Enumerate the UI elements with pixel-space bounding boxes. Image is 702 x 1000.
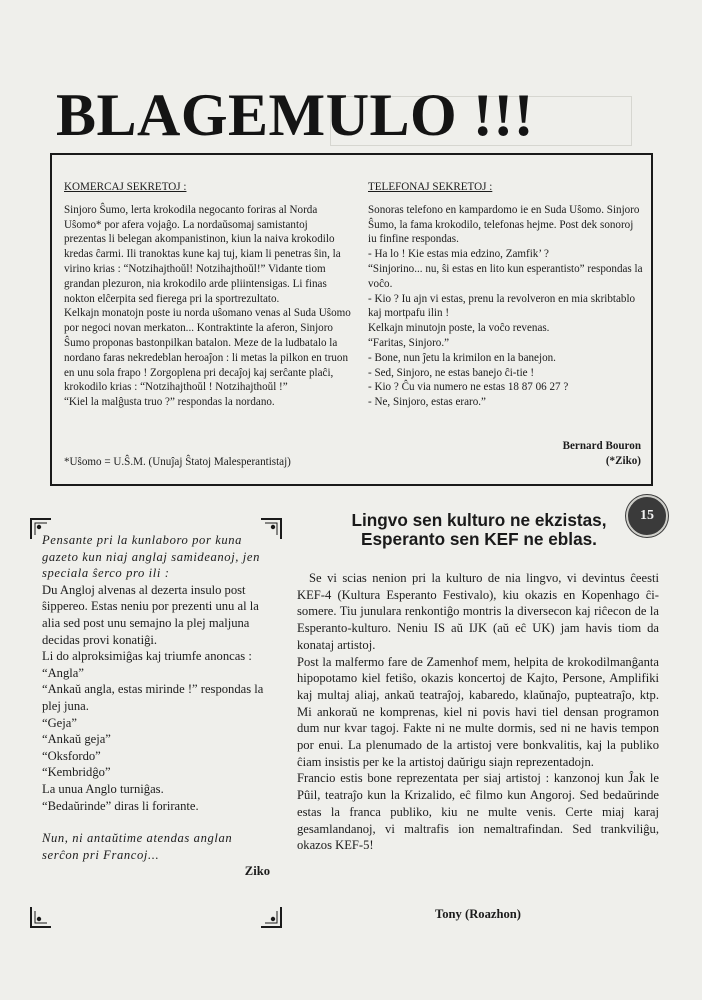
corner-ornament-icon	[260, 906, 282, 928]
telephone-secrets-heading: TELEFONAJ SEKRETOJ :	[368, 181, 493, 193]
dialogue-line: “Sinjorino... nu, ŝi estas en lito kun esperantisto” respondas la voĉo.	[368, 262, 643, 290]
joke-line: “Oksfordo”	[42, 748, 101, 763]
article-paragraph: Francio estis bone reprezentata per siaj artistoj : kanzonoj kun Ĵak le Pûil, teatraĵo kun la Krizalido, eĉ filmo kun Angoroj. Sed bedaŭrinde estas la franca publiko, kiu ne multe venis. Certe miaj karaj gesamlandanoj, vi maltrafis ion nemaltrafindan. Sed trankviliĝu, okazos KEF-5!	[297, 771, 659, 853]
dialogue-line: - Kio ? Iu ajn vi estas, prenu la revolveron en mia skribtablo kaj mortpafu ilin !	[368, 292, 636, 320]
joke-box	[34, 522, 276, 924]
joke-line: “Geja”	[42, 715, 77, 730]
joke-line: “Ankaŭ angla, estas mirinde !” respondas la plej juna.	[42, 682, 264, 713]
dialogue-line: Kelkajn minutojn poste, la voĉo revenas.	[368, 322, 550, 335]
dialogue-line: “Faritas, Sinjoro.”	[368, 336, 450, 349]
article-paragraph: Se vi scias nenion pri la kulturo de nia lingvo, vi devintus ĉeesti KEF-4 (Kultura Esperanto Festivalo), kiu okazis en Kopenhago ĉi-somere. Tiu junulara renkontiĝo montris la diversecon kaj riĉecon de la Esperanto-kulturo. Neniu IS aŭ IJK (aŭ eĉ UK) jam havis tiom da konataj artistoj.	[297, 571, 659, 652]
article-title-line1: Lingvo sen kulturo ne ekzistas,	[351, 510, 607, 530]
dialogue-line: - Kio ? Ĉu via numero ne estas 18 87 06 27 ?	[368, 381, 569, 394]
paragraph: “Kiel la malĝusta truo ?” respondas la nordano.	[64, 396, 275, 409]
joke-line: “Angla”	[42, 665, 84, 680]
signature-alias: (*Ziko)	[605, 455, 641, 467]
box-signature	[563, 439, 641, 469]
joke-intro: Pensante pri la kunlaboro por kuna gazeto kun niaj anglaj samideanoj, jen speciala ŝerco pro ili :	[42, 533, 260, 581]
joke-line: Du Angloj alvenas al dezerta insulo post ŝippereo. Estas neniu por prezenti unu al la alia sed post unu semajno la plej maljuna decidas provi konatiĝi.	[42, 582, 259, 647]
joke-line: “Kembridĝo”	[42, 765, 111, 780]
dialogue-line: - Bone, nun ĵetu la krimilon en la banejon.	[368, 351, 556, 364]
paragraph: Sonoras telefono en kampardomo ie en Suda Uŝomo. Sinjoro Ŝumo, la fama krokodilo, telefonas hejme. Post dek sonoroj iu finfine respondas.	[368, 203, 640, 246]
footnote: *Uŝomo = U.Ŝ.M. (Unuĵaj Ŝtatoj Malesperantistaj)	[64, 456, 291, 468]
commercial-secrets-column	[64, 180, 352, 410]
secrets-box	[50, 153, 653, 486]
commercial-secrets-heading: KOMERCAJ SEKRETOJ :	[64, 181, 187, 193]
page-number-badge: 15	[626, 495, 668, 537]
article-body	[297, 570, 659, 854]
corner-ornament-icon	[30, 906, 52, 928]
article-title	[298, 511, 660, 549]
article-paragraph: Post la malfermo fare de Zamenhof mem, helpita de krokodilmanĝanta hipopotamo kiel fetiŝo, okazis koncertoj de Kajto, Persone, Amplifiki kaj multaj aliaj, ankaŭ teatraĵoj, kabaredo, klaŭnaĵo, pupteatraĵo, ktp. Mi ankoraŭ ne komprenas, kiel ni povis havi tiel densan programon dum nur kvar tagoj. Fakte ni ne multe dormis, sed ni ne havis tempon por enui. La plenumado de la artistoj vere bonkvalitis, kaj la publiko ĉiam insistis per ke la artistoj daŭrigu siajn reprezentadojn.	[297, 654, 659, 769]
article-title-line2: Esperanto sen KEF ne eblas.	[361, 529, 597, 549]
signature-name: Bernard Bouron	[562, 440, 641, 452]
dialogue-line: - Ne, Sinjoro, estas eraro.”	[368, 396, 486, 409]
dialogue-line: - Sed, Sinjoro, ne estas banejo ĉi-tie !	[368, 366, 535, 379]
joke-closing: Nun, ni antaŭtime atendas anglan serĉon pri Francoj...	[42, 831, 233, 862]
paragraph: Kelkajn monatojn poste iu norda uŝomano venas al Suda Uŝomo por negoci novan merkaton... Kontraktinte la aferon, Sinjoro Ŝumo proponas bastonpilkan batalon. Meze de la ludbatalo la nordano faras nekredeblan heroaĵon : li metas la pilkon en truon en unu sola frapo ! Zorgoplena pri decaĵoj kaj serĉante plaĉi, krokodilo krias : “Notzihajthoŭl ! Notzihajthoŭl !”	[64, 307, 351, 394]
article-author: Tony (Roazhon)	[435, 907, 521, 921]
joke-line: “Bedaŭrinde” diras li forirante.	[42, 798, 199, 813]
headline: BLAGEMULO !!!	[56, 82, 535, 148]
paragraph: Sinjoro Ŝumo, lerta krokodila negocanto foriras al Norda Uŝomo* por afera vojaĝo. La nordaŭsomaj samistantoj prezentas li belegan akompanistinon, kiun la naiva krokodilo kredas ĉarmi. Ili tranoktas kune kaj tuj, kiam li penetras ŝin, la virino krias : “Notzihajthoŭl! Notzihajthoŭl!” Vidante tiom grandan plezuron, nia krokodilo arde pliintensigas. Li finas nokton elĉerpita sed fierega pri la sportrezultato.	[64, 203, 341, 305]
joke-line: La unua Anglo turniĝas.	[42, 781, 164, 796]
telephone-secrets-column	[368, 180, 644, 410]
joke-line: “Ankaŭ geja”	[42, 732, 111, 747]
dialogue-line: - Ha lo ! Kie estas mia edzino, Zamfik’ ?	[368, 248, 549, 261]
joke-line: Li do alproksimiĝas kaj triumfe anoncas :	[42, 649, 252, 664]
joke-signature: Ziko	[244, 864, 270, 879]
